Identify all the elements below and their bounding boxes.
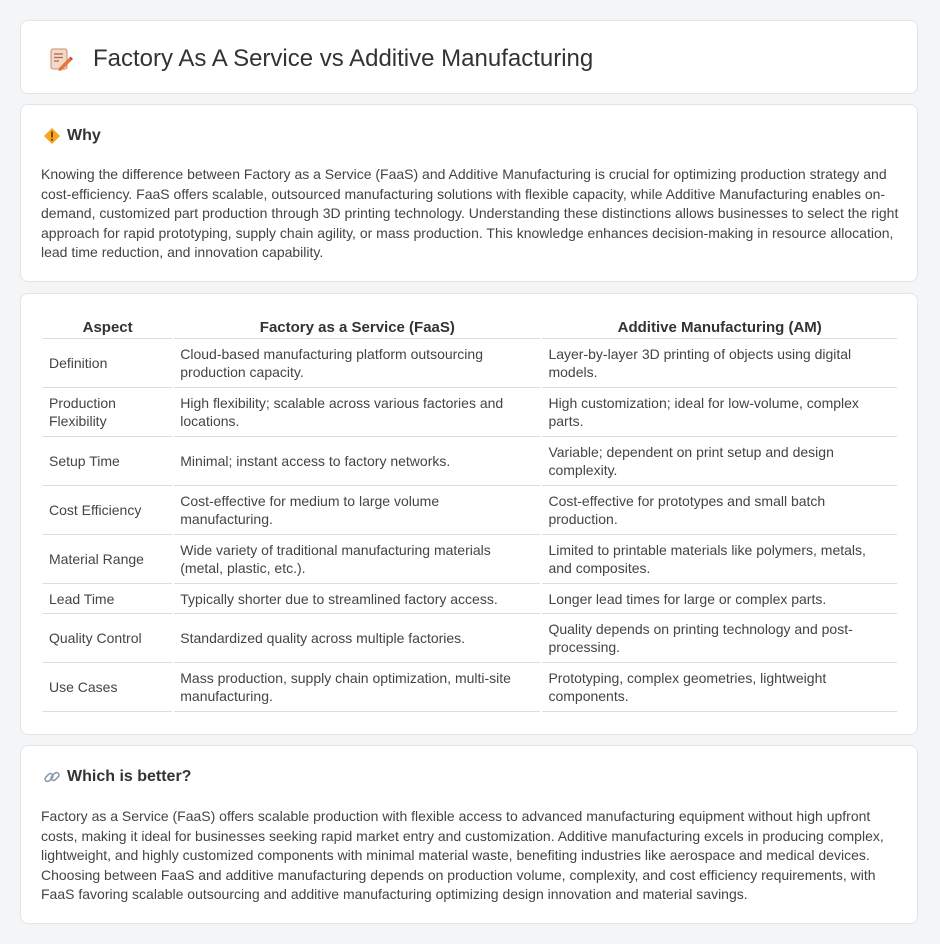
faas-cell: Standardized quality across multiple factories. [174, 614, 540, 663]
aspect-cell: Setup Time [43, 437, 172, 486]
aspect-cell: Material Range [43, 535, 172, 584]
am-cell: Quality depends on printing technology and post-processing. [542, 614, 897, 663]
header-faas: Factory as a Service (FaaS) [174, 314, 540, 339]
link-icon [43, 768, 61, 786]
table-row [43, 584, 897, 614]
diamond-warning-icon [43, 127, 61, 145]
better-text: Factory as a Service (FaaS) offers scalable production with flexible access to advanced manufacturing equipment without high upfront costs, making it ideal for businesses seeking rapid market entry and customization. Additive manufacturing excels in producing complex, lightweight, and highly customized components with minimal material waste, benefiting industries like aerospace and medical devices. Choosing between FaaS and additive manufacturing depends on production volume, complexity, and cost efficiency requirements, with FaaS favoring scalable outsourcing and additive manufacturing optimizing design innovation and material savings. [41, 808, 884, 903]
why-text: Knowing the difference between Factory as a Service (FaaS) and Additive Manufacturing is crucial for optimizing production strategy and cost-efficiency. FaaS offers scalable, outsourced manufacturing solutions with flexible capacity, while Additive Manufacturing enables on-demand, customized part production through 3D printing technology. Understanding these distinctions allows businesses to select the right approach for rapid prototyping, supply chain agility, or mass production. This knowledge enhances decision-making in resource allocation, lead time reduction, and innovation capability. [41, 166, 899, 261]
why-heading [43, 127, 101, 145]
page-title: Factory As A Service vs Additive Manufacturing [93, 45, 594, 72]
faas-cell: Minimal; instant access to factory networks. [174, 437, 540, 486]
better-title: Which is better? [67, 768, 192, 785]
am-cell: Layer-by-layer 3D printing of objects using digital models. [542, 339, 897, 388]
faas-cell: Mass production, supply chain optimization, multi-site manufacturing. [174, 663, 540, 712]
am-cell: Variable; dependent on print setup and design complexity. [542, 437, 897, 486]
faas-cell: High flexibility; scalable across various factories and locations. [174, 388, 540, 437]
aspect-cell: Definition [43, 339, 172, 388]
title-row [47, 45, 593, 73]
better-heading [43, 768, 191, 786]
faas-cell: Wide variety of traditional manufacturing materials (metal, plastic, etc.). [174, 535, 540, 584]
table-row [43, 663, 897, 712]
why-card [20, 104, 918, 282]
table-row [43, 614, 897, 663]
comparison-card [20, 293, 918, 735]
title-card [20, 20, 918, 94]
header-am: Additive Manufacturing (AM) [542, 314, 897, 339]
comparison-table [41, 314, 899, 712]
table-row [43, 437, 897, 486]
aspect-cell: Lead Time [43, 584, 172, 614]
faas-cell: Cloud-based manufacturing platform outsourcing production capacity. [174, 339, 540, 388]
header-aspect: Aspect [43, 314, 172, 339]
aspect-cell: Quality Control [43, 614, 172, 663]
am-cell: Prototyping, complex geometries, lightweight components. [542, 663, 897, 712]
table-row [43, 535, 897, 584]
aspect-cell: Cost Efficiency [43, 486, 172, 535]
am-cell: High customization; ideal for low-volume, complex parts. [542, 388, 897, 437]
table-header-row [43, 314, 897, 339]
aspect-cell: Production Flexibility [43, 388, 172, 437]
document-pencil-icon [47, 46, 73, 72]
faas-cell: Typically shorter due to streamlined factory access. [174, 584, 540, 614]
am-cell: Limited to printable materials like polymers, metals, and composites. [542, 535, 897, 584]
faas-cell: Cost-effective for medium to large volume manufacturing. [174, 486, 540, 535]
am-cell: Cost-effective for prototypes and small batch production. [542, 486, 897, 535]
table-row [43, 388, 897, 437]
am-cell: Longer lead times for large or complex parts. [542, 584, 897, 614]
why-title: Why [67, 127, 101, 144]
aspect-cell: Use Cases [43, 663, 172, 712]
table-row [43, 339, 897, 388]
better-card [20, 745, 918, 924]
table-row [43, 486, 897, 535]
